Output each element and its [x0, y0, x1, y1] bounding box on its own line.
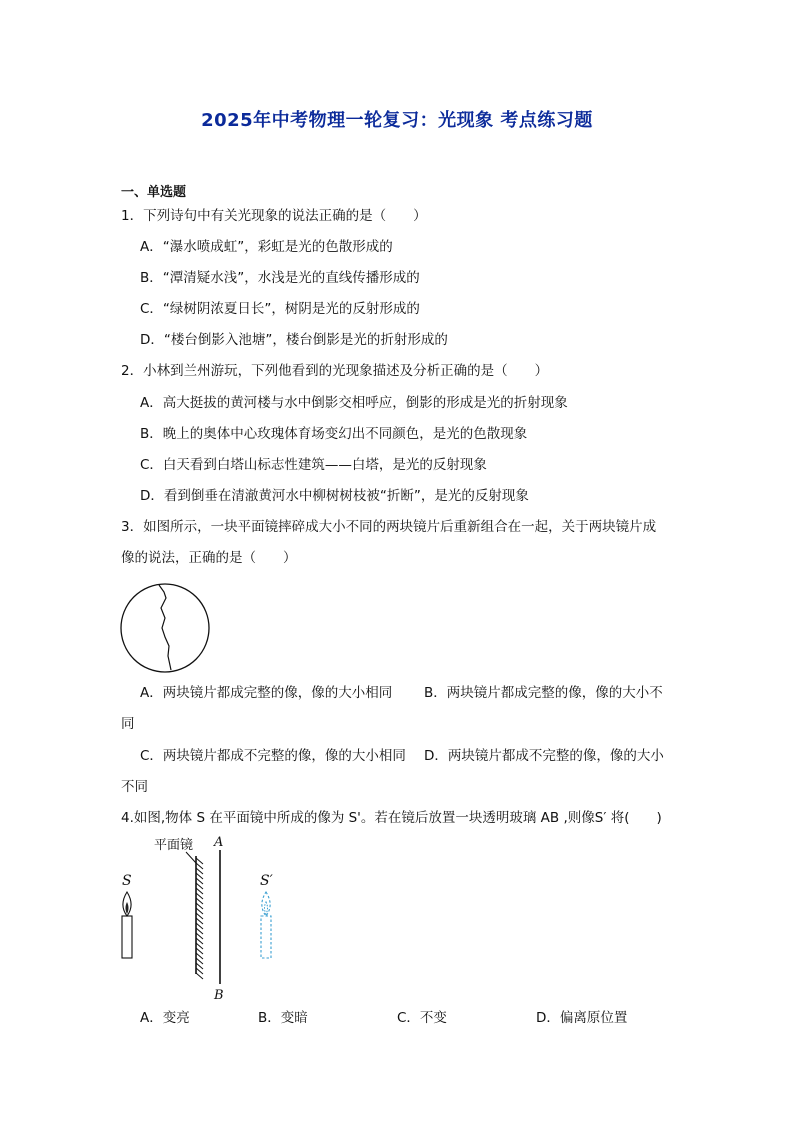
mirror-hatch-mark [196, 873, 203, 879]
plane-mirror [196, 856, 203, 979]
question-4-stem: 4.如图,物体 S 在平面镜中所成的像为 S'。若在镜后放置一块透明玻璃 AB ,则像S′ 将( ) [121, 810, 662, 826]
section-heading: 一、单选题 [121, 185, 187, 200]
mirror-hatch-mark [196, 948, 203, 954]
question-3-option-c: C．两块镜片都成不完整的像，像的大小相同 [140, 748, 406, 764]
page-title: 2025年中考物理一轮复习：光现象 考点练习题 [201, 110, 593, 131]
question-3-option-b-continued: 同 [121, 716, 135, 732]
question-1-option-b: B．“潭清疑水浅”，水浅是光的直线传播形成的 [140, 270, 420, 286]
mirror-hatch-mark [196, 918, 203, 924]
mirror-hatch-mark [196, 878, 203, 884]
mirror-hatch-mark [196, 868, 203, 874]
mirror-hatch-mark [196, 908, 203, 914]
candle-icon [122, 892, 132, 958]
mirror-label: 平面镜 [154, 838, 194, 853]
candle-image-icon [261, 892, 271, 958]
mirror-hatch-mark [196, 888, 203, 894]
question-3-option-b: B．两块镜片都成完整的像，像的大小不 [424, 685, 663, 701]
question-3-option-d: D．两块镜片都成不完整的像，像的大小 [424, 748, 664, 764]
question-4-option-b: B．变暗 [258, 1010, 308, 1026]
mirror-hatch-mark [196, 898, 203, 904]
mirror-hatch-mark [196, 893, 203, 899]
question-1-option-a: A．“瀑水喷成虹”，彩虹是光的色散形成的 [140, 239, 393, 255]
question-2-option-d: D．看到倒垂在清澈黄河水中柳树树枝被“折断”，是光的反射现象 [140, 488, 529, 504]
mirror-hatch-mark [196, 938, 203, 944]
question-4-option-c: C．不变 [397, 1010, 447, 1026]
glass-label-a: A [214, 835, 224, 850]
broken-mirror-figure [119, 582, 213, 674]
glass-label-b: B [214, 988, 224, 1003]
question-3-option-a: A．两块镜片都成完整的像，像的大小相同 [140, 685, 393, 701]
question-2-stem: 2．小林到兰州游玩，下列他看到的光现象描述及分析正确的是（ ） [121, 363, 549, 379]
question-3-stem-continued: 像的说法，正确的是（ ） [121, 550, 297, 566]
mirror-hatch-mark [196, 973, 203, 979]
question-1-option-c: C．“绿树阴浓夏日长”，树阴是光的反射形成的 [140, 301, 420, 317]
mirror-circle [121, 584, 209, 672]
mirror-hatch-mark [196, 943, 203, 949]
question-1-stem: 1．下列诗句中有关光现象的说法正确的是（ ） [121, 208, 427, 224]
question-1-option-d: D．“楼台倒影入池塘”，楼台倒影是光的折射形成的 [140, 332, 448, 348]
question-3-option-d-continued: 不同 [121, 779, 148, 795]
object-label-s: S [122, 873, 132, 889]
mirror-hatch-mark [196, 863, 203, 869]
question-2-option-b: B．晚上的奥体中心玫瑰体育场变幻出不同颜色，是光的色散现象 [140, 426, 528, 442]
mirror-hatch-mark [196, 913, 203, 919]
mirror-hatch-mark [196, 968, 203, 974]
mirror-hatch-mark [196, 923, 203, 929]
mirror-hatch-mark [196, 953, 203, 959]
crack-line [159, 585, 171, 670]
mirror-label-leader [186, 852, 196, 863]
mirror-hatch-mark [196, 963, 203, 969]
question-3-stem: 3．如图所示，一块平面镜摔碎成大小不同的两块镜片后重新组合在一起，关于两块镜片成 [121, 519, 657, 535]
question-4-option-d: D．偏离原位置 [536, 1010, 628, 1026]
image-label-s-prime: S′ [260, 873, 273, 889]
question-4-option-a: A．变亮 [140, 1010, 190, 1026]
mirror-hatch-mark [196, 903, 203, 909]
mirror-hatch-mark [196, 933, 203, 939]
question-2-option-a: A．高大挺拔的黄河楼与水中倒影交相呼应，倒影的形成是光的折射现象 [140, 395, 568, 411]
mirror-experiment-figure [110, 832, 300, 1004]
mirror-hatch-mark [196, 858, 203, 864]
mirror-hatch-mark [196, 928, 203, 934]
question-2-option-c: C．白天看到白塔山标志性建筑——白塔，是光的反射现象 [140, 457, 487, 473]
mirror-hatch-mark [196, 958, 203, 964]
mirror-hatch-mark [196, 883, 203, 889]
